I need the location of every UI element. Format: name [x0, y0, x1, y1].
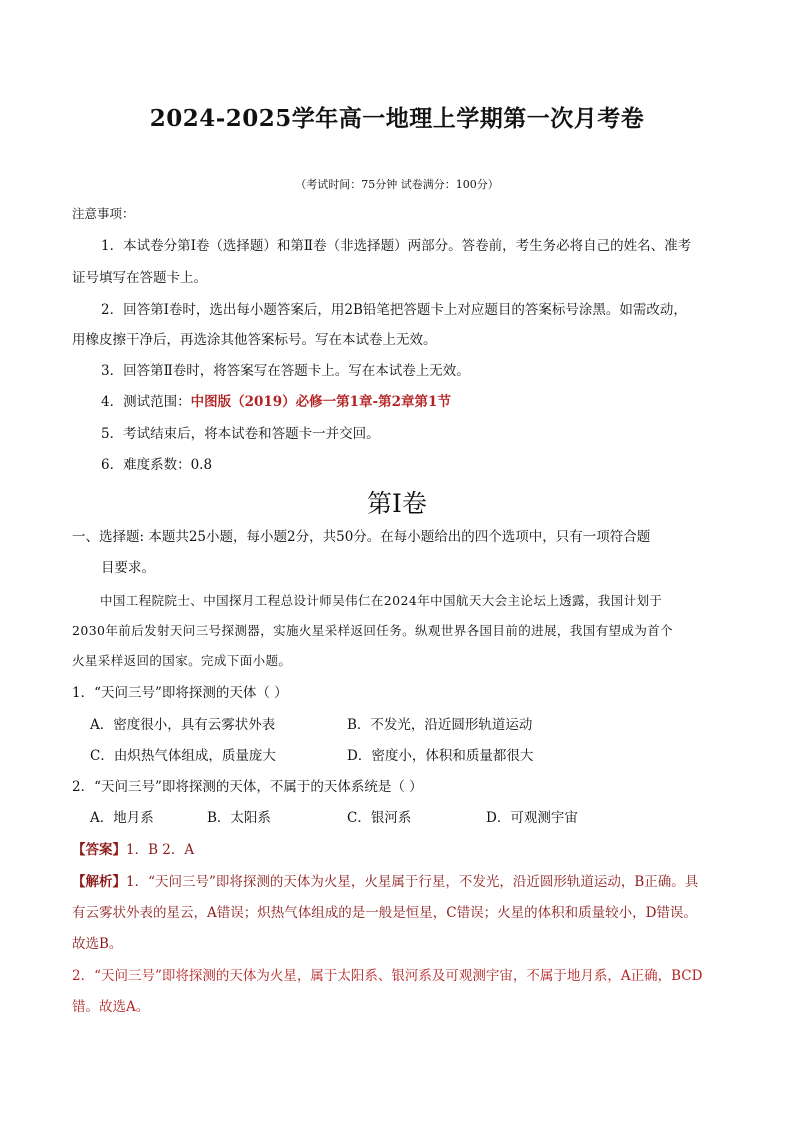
q1-option-a: A．密度很小，具有云雾状外表 [90, 717, 276, 733]
note-2-line-1: 2．回答第Ⅰ卷时，选出每小题答案后，用2B铅笔把答题卡上对应题目的答案标号涂黑。如需改动， [101, 302, 687, 318]
analysis-label: 【解析】 [72, 874, 126, 890]
q2-option-b: B．太阳系 [207, 810, 271, 826]
notes-heading: 注意事项： [72, 206, 135, 221]
section-title: 第Ⅰ卷 [367, 489, 427, 518]
part-heading-line-1: 一、选择题: 本题共25小题，每小题2分，共50分。在每小题给出的四个选项中，只有一项符合题 [72, 529, 651, 545]
q2-option-c: C．银河系 [347, 810, 412, 826]
note-2-line-2: 用橡皮擦干净后，再选涂其他答案标号。写在本试卷上无效。 [72, 332, 437, 348]
analysis-text-1: 1．“天问三号”即将探测的天体为火星，火星属于行星，不发光，沿近圆形轨道运动，B正确。具 [126, 874, 699, 890]
q1-option-d: D．密度小，体积和质量都很大 [347, 748, 534, 764]
analysis-line-1 [72, 872, 698, 892]
answer-line [72, 840, 194, 860]
note-4-prefix: 4．测试范围： [101, 394, 191, 410]
exam-info: （考试时间：75分钟 试卷满分：100分） [295, 178, 499, 191]
q2-option-d: D．可观测宇宙 [486, 810, 578, 826]
material-line-3: 火星采样返回的国家。完成下面小题。 [72, 653, 292, 668]
analysis-line-5: 错。故选A。 [72, 999, 150, 1015]
page-title: 2024-2025学年高一地理上学期第一次月考卷 [149, 105, 645, 132]
q2-stem: 2．“天问三号”即将探测的天体，不属于的天体系统是（ ） [72, 779, 423, 795]
note-4 [101, 392, 451, 412]
q1-stem: 1．“天问三号”即将探测的天体（ ） [72, 685, 288, 701]
part-heading-line-2: 目要求。 [101, 560, 155, 576]
note-1-line-1: 1．本试卷分第Ⅰ卷（选择题）和第Ⅱ卷（非选择题）两部分。答卷前，考生务必将自己的姓名、准考 [101, 238, 692, 254]
material-line-1: 中国工程院院士、中国探月工程总设计师吴伟仁在2024年中国航天大会主论坛上透露，我国计划于 [100, 593, 663, 608]
q1-option-b: B．不发光，沿近圆形轨道运动 [347, 717, 533, 733]
q1-option-c: C．由炽热气体组成，质量庞大 [90, 748, 276, 764]
analysis-line-4: 2．“天问三号”即将探测的天体为火星，属于太阳系、银河系及可观测宇宙，不属于地月系，A正确，BCD [72, 968, 703, 984]
note-5: 5．考试结束后，将本试卷和答题卡一并交回。 [101, 426, 380, 442]
analysis-line-3: 故选B。 [72, 936, 123, 952]
note-1-line-2: 证号填写在答题卡上。 [72, 270, 207, 286]
material-line-2: 2030年前后发射天问三号探测器，实施火星采样返回任务。纵观世界各国目前的进展，我国有望成为首个 [72, 623, 674, 638]
test-scope: 中图版（2019）必修一第1章-第2章第1节 [190, 394, 451, 410]
note-3: 3．回答第Ⅱ卷时，将答案写在答题卡上。写在本试卷上无效。 [101, 363, 470, 379]
q2-option-a: A．地月系 [90, 810, 154, 826]
note-6: 6．难度系数：0.8 [101, 457, 213, 473]
answer-label: 【答案】 [72, 842, 126, 858]
analysis-line-2: 有云雾状外表的星云，A错误；炽热气体组成的是一般是恒星，C错误；火星的体积和质量较小，D错误。 [72, 905, 697, 921]
answer-text: 1．B 2．A [126, 842, 195, 858]
